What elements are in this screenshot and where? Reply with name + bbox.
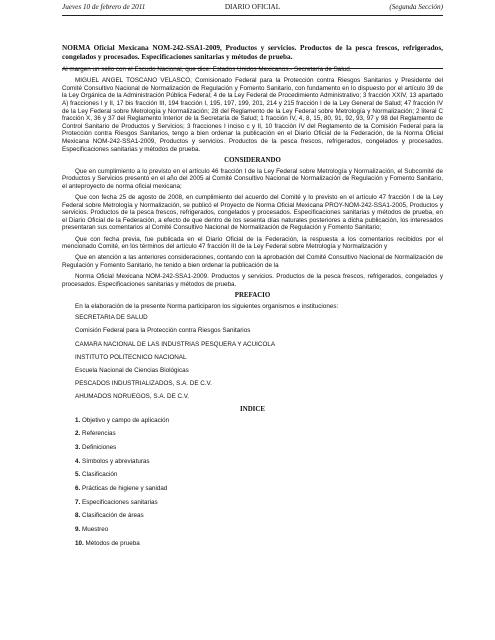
org-item: Escuela Nacional de Ciencias Biológicas: [75, 366, 189, 374]
header-publication: DIARIO OFICIAL: [224, 3, 281, 11]
toc-number: 9.: [75, 526, 81, 533]
org-item: SECRETARIA DE SALUD: [75, 314, 148, 322]
toc-item: [62, 417, 443, 425]
considerando-paragraph: Que en atención a las anteriores consideraciones, contando con la aprobación del Comité Consultivo Nacional de Normalización de Regulación y Fomento Sanitario, he tenido a bien ordenar la publicación de la: [62, 254, 443, 270]
toc-label: Métodos de prueba: [85, 539, 140, 547]
toc-label: Especificaciones sanitarias: [82, 498, 158, 506]
seal-note: Al margen un sello con el Escudo Nacional, que dice: Estados Unidos Mexicanos.- Secretaría de Salud.: [62, 66, 352, 73]
header-date: Jueves 10 de febrero de 2011: [62, 3, 146, 11]
toc-item: [62, 471, 443, 479]
toc-label: Objetivo y campo de aplicación: [82, 416, 170, 424]
considerando-heading: CONSIDERANDO: [224, 156, 281, 164]
document-body: [62, 17, 443, 553]
toc-number: 8.: [75, 512, 81, 520]
considerando-paragraph: Que con fecha previa, fue publicada en el Diario Oficial de la Federación, la respuesta a los comentarios recibidos por el mencionado Comité, en los términos del artículo 47 fracción III de la Ley Federal sobre Metrología y Normalización y: [62, 235, 443, 251]
considerando-paragraph: Que con fecha 25 de agosto de 2008, en cumplimiento del acuerdo del Comité y lo previsto en el artículo 47 fracción I de la Ley Federal sobre Metrología y Normalización, se publicó el Proyecto de Norma Oficial Mexicana PROY-NOM-242-SSA1-2005, Productos y servicios. Productos de la pesca frescos, refrigerados, congelados y procesados. Especificaciones sanitarias y métodos de prueba, en el Diario Oficial de la Federación, a efecto de que dentro de los sesenta días naturales posteriores a dicha publicación, los interesados presentaran sus comentarios al Comité Consultivo Nacional de Normalización de Regulación y Fomento Sanitario;: [62, 194, 443, 232]
toc-label: Clasificación de áreas: [82, 512, 144, 520]
toc-label: Clasificación: [82, 471, 118, 479]
toc-item: [62, 444, 443, 452]
page-header: [62, 3, 443, 15]
toc-item: [62, 512, 443, 520]
toc-number: 7.: [75, 498, 81, 506]
toc-number: 10.: [75, 539, 84, 547]
norm-name-paragraph: Norma Oficial Mexicana NOM-242-SSA1-2009. Productos y servicios. Productos de la pesca frescos, refrigerados, congelados y procesados. Especificaciones sanitarias y métodos de prueba.: [62, 273, 443, 288]
prefacio-lead: En la elaboración de la presente Norma participaron los siguientes organismos e instituciones:: [75, 303, 339, 310]
toc-item: [62, 430, 443, 438]
toc-label: Símbolos y abreviaturas: [82, 457, 150, 465]
toc-number: 2.: [75, 430, 81, 438]
toc-label: Muestreo: [82, 526, 109, 533]
norm-title: NORMA Oficial Mexicana NOM-242-SSA1-2009, Productos y servicios. Productos de la pesca frescos, refrigerados, congelados y procesados. Especificaciones sanitarias y métodos de prueba.: [62, 43, 443, 61]
header-rule: [62, 15, 443, 16]
toc-number: 4.: [75, 457, 81, 465]
toc-item: [62, 485, 443, 493]
toc-label: Referencias: [82, 430, 116, 438]
issuer-paragraph: MIGUEL ANGEL TOSCANO VELASCO, Comisionado Federal para la Protección contra Riesgos Sanitarios y Presidente del Comité Consultivo Nacional de Normalización de Regulación y Fomento Sanitario, con fundamento en lo dispuesto por el artículo 39 de la Ley Orgánica de la Administración Pública Federal; 4 de la Ley Federal de Procedimiento Administrativo; 3 fracción XXIV, 13 apartado A) fracciones I y II, 17 bis fracción III, 194 fracción I, 195, 197, 199, 201, 214 y 215 fracción I de la Ley General de Salud; 47 fracción IV de la Ley Federal sobre Metrología y Normalización; 28 del Reglamento de la Ley Federal sobre Metrología y Normalización; 2 literal C fracción X, 36 y 37 del Reglamento Interior de la Secretaría de Salud; 1 fracción IV, 4, 8, 15, 80, 91, 92, 93, 97 y 98 del Reglamento de Control Sanitario de Productos y Servicios; 3 fracciones I inciso c y II, 10 fracción IV del Reglamento de la Comisión Federal para la Protección contra Riesgos Sanitarios, tengo a bien ordenar la publicación en el Diario Oficial de la Federación, de la Norma Oficial Mexicana NOM-242-SSA1-2009, Productos y servicios. Productos de la pesca frescos, refrigerados, congelados y procesados. Especificaciones sanitarias y métodos de prueba.: [62, 77, 443, 153]
toc-number: 3.: [75, 443, 81, 451]
prefacio-heading: PREFACIO: [234, 292, 271, 299]
org-item: INSTITUTO POLITECNICO NACIONAL: [75, 353, 187, 361]
considerando-paragraph: Que en cumplimiento a lo previsto en el artículo 46 fracción I de la Ley Federal sobre Metrología y Normalización, el Subcomité de Productos y Servicios presentó en el año del 2005 al Comité Consultivo Nacional de Normalización de Regulación y Fomento Sanitario, el anteproyecto de norma oficial mexicana;: [62, 167, 443, 190]
org-item: Comisión Federal para la Protección contra Riesgos Sanitarios: [75, 327, 251, 335]
org-item: AHUMADOS NORUEGOS, S.A. DE C.V.: [75, 393, 190, 401]
toc-item: [62, 458, 443, 466]
toc-number: 6.: [75, 484, 81, 492]
org-item: PESCADOS INDUSTRIALIZADOS, S.A. DE C.V.: [75, 380, 212, 388]
indice-heading: INDICE: [240, 405, 265, 413]
toc-number: 5.: [75, 471, 81, 479]
org-item: CAMARA NACIONAL DE LAS INDUSTRIAS PESQUERA Y ACUICOLA: [75, 340, 276, 348]
toc-label: Prácticas de higiene y sanidad: [82, 484, 168, 492]
toc-label: Definiciones: [82, 443, 117, 451]
header-section: (Segunda Sección): [389, 3, 443, 11]
toc-item: [62, 526, 443, 534]
toc-item: [62, 540, 443, 548]
toc-number: 1.: [75, 416, 81, 424]
toc-item: [62, 499, 443, 507]
